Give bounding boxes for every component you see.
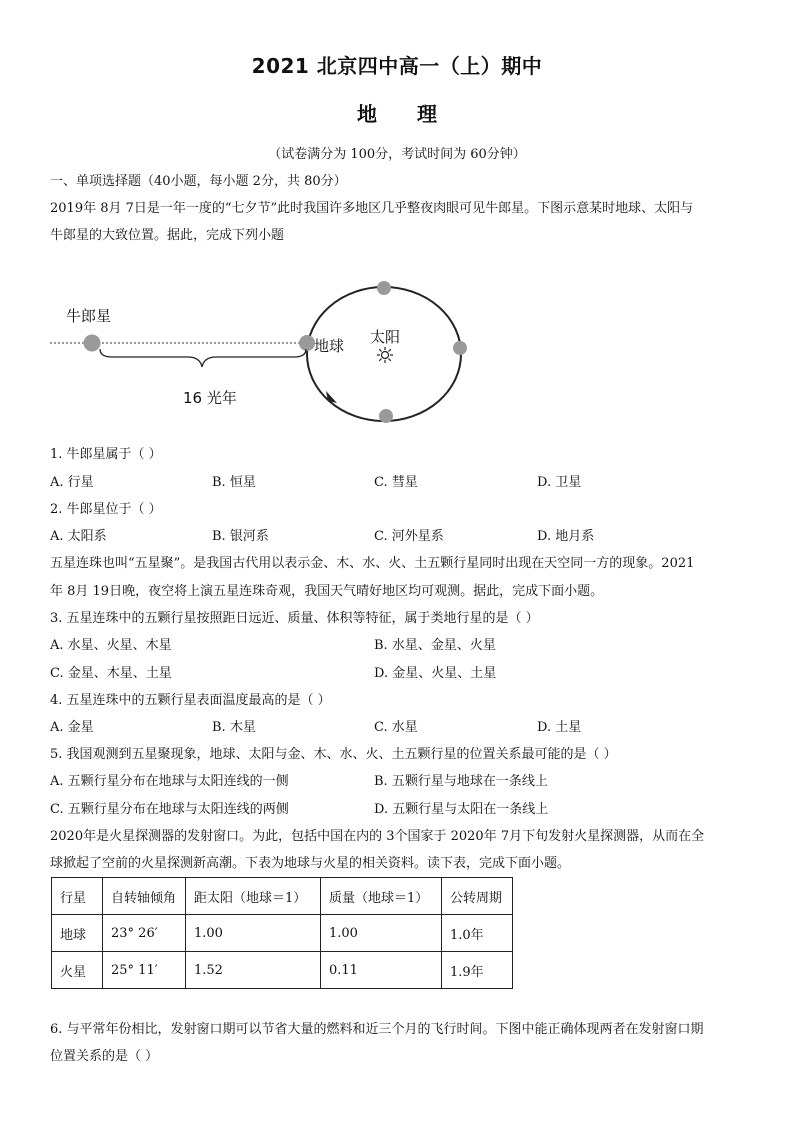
q4-option-d: D. 土星 — [537, 720, 582, 735]
sun-label: 太阳 — [370, 328, 401, 346]
exam-note: （试卷满分为 100分，考试时间为 60分钟） — [268, 147, 526, 162]
altair-dot — [84, 335, 101, 352]
orbit-bottom-dot — [379, 409, 393, 423]
q3-stem: 3. 五星连珠中的五颗行星按照距日远近、质量、体积等特征，属于类地行星的是（ ） — [50, 611, 539, 626]
q2-stem: 2. 牛郎星位于（ ） — [50, 502, 162, 517]
orbit-top-dot — [377, 281, 391, 295]
intro3-line2: 球掀起了空前的火星探测新高潮。下表为地球与火星的相关资料。读下表，完成下面小题。 — [50, 856, 571, 871]
q1-option-d: D. 卫星 — [537, 475, 582, 490]
table-row — [52, 952, 513, 989]
q6-line2: 位置关系的是（ ） — [50, 1049, 159, 1064]
q3-option-c: C. 金星、木星、土星 — [50, 666, 172, 681]
q1-stem: 1. 牛郎星属于（ ） — [50, 447, 162, 462]
q1-option-c: C. 彗星 — [374, 475, 418, 490]
distance-label: 16 光年 — [183, 389, 237, 407]
table-cell: 25° 11′ — [103, 952, 186, 989]
distance-brace — [100, 349, 306, 367]
intro3-line1: 2020年是火星探测器的发射窗口。为此，包括中国在内的 3个国家于 2020年 7月下旬发射火星探测器，从而在全 — [50, 829, 705, 844]
q5-option-a: A. 五颗行星分布在地球与太阳连线的一侧 — [50, 774, 289, 789]
q5-option-b: B. 五颗行星与地球在一条线上 — [374, 774, 548, 789]
q5-option-c: C. 五颗行星分布在地球与太阳连线的两侧 — [50, 802, 289, 817]
intro2-line2: 年 8月 19日晚，夜空将上演五星连珠奇观，我国天气晴好地区均可观测。据此，完成下面小题。 — [50, 584, 604, 599]
q1-option-a: A. 行星 — [50, 475, 94, 490]
subject-title: 地理 — [357, 102, 477, 126]
section-heading: 一、单项选择题（40小题，每小题 2分，共 80分） — [50, 174, 347, 189]
earth-label: 地球 — [314, 337, 345, 355]
q1-option-b: B. 恒星 — [212, 475, 256, 490]
sun-icon — [377, 347, 393, 363]
q3-option-a: A. 水星、火星、木星 — [50, 638, 172, 653]
table-header-cell: 行星 — [52, 878, 103, 915]
star-position-diagram — [50, 275, 480, 430]
earth-dot — [299, 335, 315, 351]
table-cell: 火星 — [52, 952, 103, 989]
q4-option-a: A. 金星 — [50, 720, 94, 735]
q2-option-a: A. 太阳系 — [50, 529, 107, 544]
orbit-right-dot — [453, 341, 467, 355]
table-header-cell: 距太阳（地球＝1） — [186, 878, 321, 915]
q2-option-c: C. 河外星系 — [374, 529, 444, 544]
table-cell: 1.0年 — [442, 915, 513, 952]
table-header-cell: 自转轴倾角 — [103, 878, 186, 915]
q3-option-b: B. 水星、金星、火星 — [374, 638, 496, 653]
intro1-line1: 2019年 8月 7日是一年一度的“七夕节”此时我国许多地区几乎整夜肉眼可见牛郎星。下图示意某时地球、太阳与 — [50, 201, 694, 216]
q4-option-b: B. 木星 — [212, 720, 256, 735]
q6-line1: 6. 与平常年份相比，发射窗口期可以节省大量的燃料和近三个月的飞行时间。下图中能正确体现两者在发射窗口期 — [50, 1022, 704, 1037]
table-header-cell: 公转周期 — [442, 878, 513, 915]
q3-option-d: D. 金星、火星、土星 — [374, 666, 497, 681]
exam-title: 2021 北京四中高一（上）期中 — [251, 54, 543, 78]
table-cell: 1.9年 — [442, 952, 513, 989]
intro2-line1: 五星连珠也叫“五星聚”。是我国古代用以表示金、木、水、火、土五颗行星同时出现在天空同一方的现象。2021 — [50, 556, 695, 571]
altair-label: 牛郎星 — [66, 307, 112, 325]
table-cell: 地球 — [52, 915, 103, 952]
orbit-direction-arrow — [326, 391, 337, 403]
q4-option-c: C. 水星 — [374, 720, 418, 735]
q5-stem: 5. 我国观测到五星聚现象，地球、太阳与金、木、水、火、土五颗行星的位置关系最可能的是（ ） — [50, 747, 617, 762]
q2-option-b: B. 银河系 — [212, 529, 269, 544]
planet-data-table — [51, 877, 513, 989]
q2-option-d: D. 地月系 — [537, 529, 595, 544]
q4-stem: 4. 五星连珠中的五颗行星表面温度最高的是（ ） — [50, 693, 331, 708]
intro1-line2: 牛郎星的大致位置。据此，完成下列小题 — [50, 228, 285, 243]
table-cell: 1.00 — [321, 915, 442, 952]
table-cell: 0.11 — [321, 952, 442, 989]
table-row — [52, 915, 513, 952]
table-header-cell: 质量（地球＝1） — [321, 878, 442, 915]
table-header-row — [52, 878, 513, 915]
table-cell: 23° 26′ — [103, 915, 186, 952]
q5-option-d: D. 五颗行星与太阳在一条线上 — [374, 802, 549, 817]
table-cell: 1.00 — [186, 915, 321, 952]
table-cell: 1.52 — [186, 952, 321, 989]
